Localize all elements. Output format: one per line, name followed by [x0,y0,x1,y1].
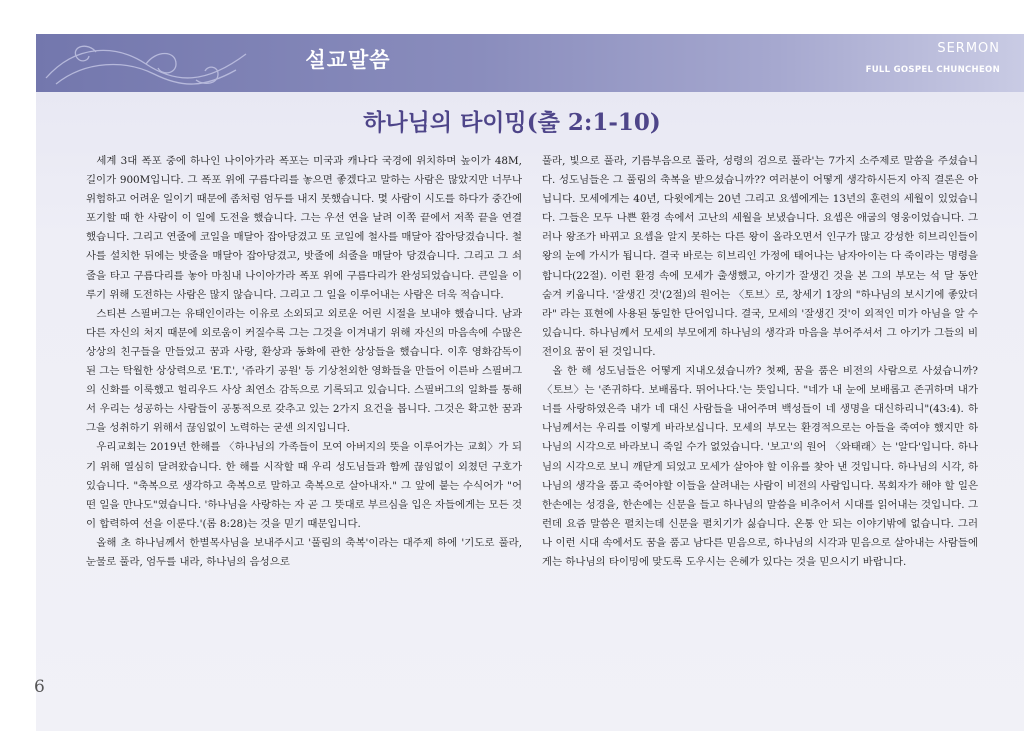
section-title: 설교말씀 [305,48,391,72]
sermon-label: SERMON [937,41,1000,56]
sermon-title: 하나님의 타이밍(출 2:1-10) [363,109,661,136]
paragraph: 세계 3대 폭포 중에 하나인 나이아가라 폭포는 미국과 캐나다 국경에 위치하며 높이가 48M, 길이가 900M입니다. 그 폭포 위에 구름다리를 놓으면 좋겠다고 말하는 사람은 많았지만 너무나 위험하고 어려운 일이기 때문에 좀처럼 엄두를 내지 못했습니다. 몇 사람이 시도를 하다가 중간에 포기할 때 한 사람이 이 일에 도전을 했습니다. 그는 우선 연을 날려 이쪽 끝에서 저쪽 끝을 연결했습니다. 그리고 연줄에 코일을 매달아 잡아당겼고 또 코일에 철사를 매달아 잡아당겼습니다. 철사를 설치한 뒤에는 밧줄을 매달아 잡아당겼고, 밧줄에 쇠줄을 매달아 당겼습니다. 그리고 그 쇠줄을 타고 구름다리를 놓아 마침내 나이아가라 폭포 위에 구름다리가 완성되었습니다. 큰일을 이루기 위해 도전하는 사람은 많지 않습니다. 그리고 그 일을 이루어내는 사람은 더욱 적습니다. [86,155,522,301]
page-number: 6 [34,677,45,697]
header-banner [36,34,1024,92]
paragraph: 스티븐 스필버그는 유태인이라는 이유로 소외되고 외로운 어린 시절을 보내야 했습니다. 남과 다른 자신의 처지 때문에 외로움이 커질수록 그는 그것을 이겨내기 위해 자신의 마음속에 수많은 상상의 친구들을 만들었고 꿈과 사랑, 환상과 동화에 관한 상상들을 했습니다. 이후 영화감독이 된 그는 탁월한 상상력으로 'E.T.', '쥬라기 공원' 등 기상천외한 영화들을 만들어 이른바 스필버그의 신화를 이룩했고 헐리우드 사상 최연소 감독으로 기록되고 있습니다. 스필버그의 일화를 통해서 우리는 성공하는 사람들이 공통적으로 갖추고 있는 2가지 요건을 봅니다. 그것은 확고한 꿈과 그을 성취하기 위해서 끊임없이 노력하는 굳센 의지입니다. [86,307,522,435]
left-column [86,152,522,572]
paragraph: 풀라, 빛으로 풀라, 기름부음으로 풀라, 성령의 검으로 풀라'는 7가지 소주제로 말씀을 주셨습니다. 성도님들은 그 풀림의 축복을 받으셨습니까?? 여러분이 어떻게 생각하시든지 아직 결론은 아닙니다. 모세에게는 40년, 다윗에게는 20년 그리고 요셉에게는 13년의 훈련의 세월이 있었습니다. 그들은 모두 나쁜 환경 속에서 고난의 세월을 보냈습니다. 요셉은 애굽의 영웅이었습니다. 그러나 왕조가 바뀌고 요셉을 알지 못하는 다른 왕이 올라오면서 인구가 많고 강성한 히브리인들이 왕의 눈에 가시가 됩니다. 결국 바로는 히브리인 가정에 태어나는 남자아이는 다 죽이라는 명령을 합니다(22절). 이런 환경 속에 모세가 출생했고, 아기가 잘생긴 것을 본 그의 부모는 석 달 동안 숨겨 키웁니다. '잘생긴 것'(2절)의 원어는 〈토브〉로, 창세기 1장의 "하나님의 보시기에 좋았더라" 라는 표현에 사용된 동일한 단어입니다. 결국, 모세의 '잘생긴 것'이 외적인 미가 아님을 알 수 있습니다. 하나님께서 모세의 부모에게 하나님의 생각과 마음을 부어주셔서 그 아기가 그들의 비전이요 꿈이 된 것입니다. [542,155,978,358]
right-column [542,152,978,572]
church-name: FULL GOSPEL CHUNCHEON [865,65,1000,75]
paragraph: 우리교회는 2019년 한해를 〈하나님의 가족들이 모여 아버지의 뜻을 이루어가는 교회〉가 되기 위해 열심히 달려왔습니다. 한 해를 시작할 때 우리 성도님들과 함께 끊임없이 외쳤던 구호가 있습니다. "축복으로 생각하고 축복으로 말하고 축복으로 살아내자." 그 앞에 붙는 수식어가 "어떤 일을 만나도"였습니다. '하나님을 사랑하는 자 곧 그 뜻대로 부르심을 입은 자들에게는 모든 것이 합력하여 선을 이룬다.'(롬 8:28)는 것을 믿기 때문입니다. [86,441,522,530]
paragraph: 올 한 해 성도님들은 어떻게 지내오셨습니까? 첫째, 꿈을 품은 비전의 사람으로 사셨습니까? 〈토브〉는 '존귀하다. 보배롭다. 뛰어나다.'는 뜻입니다. "네가 내 눈에 보배롭고 존귀하며 내가 너를 사랑하였은즉 내가 네 대신 사람들을 내어주며 백성들이 네 생명을 대신하리니"(43:4). 하나님께서는 우리를 이렇게 바라보십니다. 모세의 부모는 환경적으로는 아들을 죽여야 했지만 하나님의 시각으로 바라보니 죽일 수가 없었습니다. '보고'의 원어 〈와태래〉는 '알다'입니다. 하나님의 시각으로 보니 깨닫게 되었고 모세가 살아야 할 이유를 찾아 낸 것입니다. 하나님의 시각, 하나님의 생각을 품고 죽어야할 이들을 살려내는 사람이 비전의 사람입니다. 목회자가 해야 할 일은 한손에는 성경을, 한손에는 신문을 들고 하나님의 말씀을 비추어서 시대를 읽어내는 것입니다. 그런데 요즘 말씀은 펼치는데 신문을 펼치기가 싫습니다. 온통 안 되는 이야기밖에 없습니다. 그러나 이런 시대 속에서도 꿈을 품고 남다른 믿음으로, 하나님의 시각과 믿음으로 살아내는 사람들에게는 하나님의 타이밍에 맞도록 도우시는 은혜가 있다는 것을 믿으시기 바랍니다. [542,365,978,568]
scroll-ornament-icon [36,34,276,92]
paragraph: 올해 초 하나님께서 한별목사님을 보내주시고 '풀림의 축복'이라는 대주제 하에 '기도로 풀라, 눈물로 풀라, 엄두를 내라, 하나님의 음성으로 [86,536,522,568]
